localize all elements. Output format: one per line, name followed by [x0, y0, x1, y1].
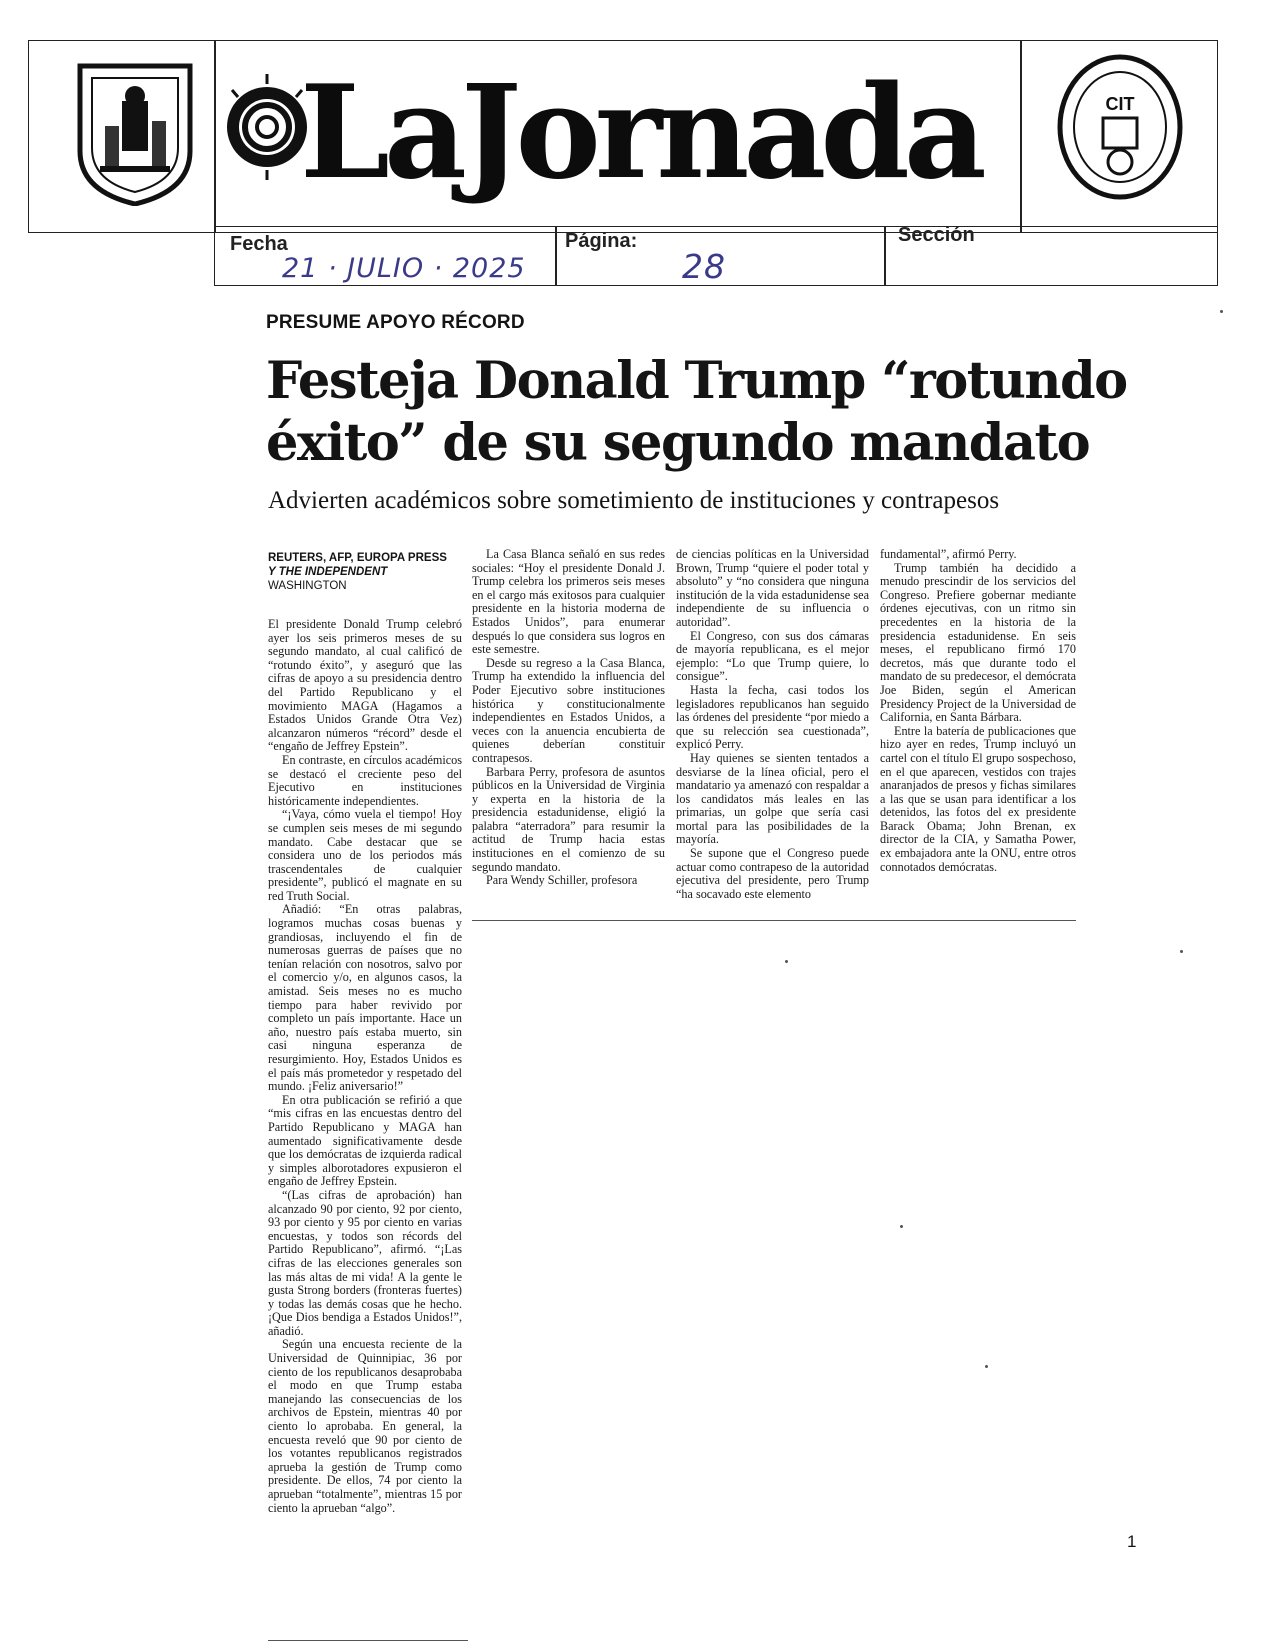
paragraph: de ciencias políticas en la Universidad Brown, Trump “quiere el poder total y absoluto” y “no considera que ninguna institución de la vida estadunidense sea independiente de su influencia o autoridad”. [676, 547, 869, 629]
paragraph: El presidente Donald Trump celebró ayer los seis primeros meses de su segundo mandato, al cual calificó de “rotundo éxito”, y aseguró que las cifras de apoyo a su presidencia dentro del Partido Republicano y el movimiento MAGA (Hagamos a Estados Unidos Grande Otra Vez) alcanzaron números “récord” desde el “engaño de Jeffrey Epstein”. [268, 617, 462, 754]
column-bottom-rule [472, 920, 1076, 921]
headline-line-2: éxito” de su segundo mandato [266, 413, 1090, 473]
article-column-4 [880, 548, 1076, 874]
jornada-sun-logo [222, 72, 312, 187]
seccion-label: Sección [898, 224, 975, 246]
paragraph: “¡Vaya, cómo vuela el tiempo! Hoy se cumplen seis meses de mi segundo mandato. Cabe destacar que se considera uno de los periodos más trascendentales de cualquier presidente”, publicó el magnate en su red Truth Social. [268, 807, 462, 903]
scan-speck [985, 1365, 988, 1368]
paragraph: Hay quienes se sienten tentados a desviarse de la línea oficial, pero el mandatario ya amenazó con respaldar a los candidatos más leales en las primarias, un golpe que sería casi mortal para las posibilidades de la mayoría. [676, 750, 869, 847]
cit-seal-logo [1055, 52, 1185, 207]
scan-speck [900, 1225, 903, 1228]
paragraph: “(Las cifras de aprobación) han alcanzado 90 por ciento, 92 por ciento, 93 por ciento y 95 por ciento en varias encuestas, y todos son récords del Partido Republicano”, afirmó. “¡Las cifras de las elecciones generales son las más altas de mi vida! A la gente le gusta Strong borders (fronteras fuertes) y todas las demás cosas que he hecho. ¡Que Dios bendiga a Estados Unidos!”, añadió. [268, 1187, 462, 1338]
paragraph: Desde su regreso a la Casa Blanca, Trump ha extendido la influencia del Poder Ejecutivo sobre instituciones histórica y constitucionalmente independientes en Estados Unidos, a veces con la anuencia encubierta de quienes deberían constituir contrapesos. [472, 655, 665, 765]
article-column-2 [472, 548, 665, 888]
byline-location: WASHINGTON [268, 580, 347, 592]
paragraph: fundamental”, afirmó Perry. [880, 547, 1017, 561]
paragraph: En otra publicación se refirió a que “mis cifras en las encuestas dentro del Partido Republicano y MAGA han aumentado significativamente desde que los demócratas de izquierda radical y simples alborotadores expusieron el engaño de Jeffrey Epstein. [268, 1092, 462, 1189]
headline-line-1: Festeja Donald Trump “rotundo [266, 351, 1127, 411]
page-number: 1 [1127, 1532, 1137, 1551]
header-divider-right [1020, 40, 1022, 233]
paragraph: Se supone que el Congreso puede actuar como contrapeso de la autoridad ejecutiva del presidente, pero Trump “ha socavado este elemento [676, 846, 869, 901]
paragraph: El Congreso, con sus dos cámaras de mayoría republicana, es el mejor ejemplo: “Lo que Trump quiere, lo consigue”. [676, 628, 869, 684]
paragraph: La Casa Blanca señaló en sus redes sociales: “Hoy el presidente Donald J. Trump celebra los primeros seis meses en el cargo más exitosos para cualquier presidente en la historia moderna de Estados Unidos”, para enumerar después lo que considera sus logros en este semestre. [472, 547, 665, 657]
subhead: Advierten académicos sobre sometimiento de instituciones y contrapesos [268, 487, 1000, 514]
article-kicker: PRESUME APOYO RÉCORD [266, 312, 525, 333]
info-divider-1 [555, 226, 557, 286]
paragraph: Trump también ha decidido a menudo prescindir de los servicios del Congreso. Prefiere gobernar mediante órdenes ejecutivas, con un ritmo sin precedentes en la historia de la presidencia estadunidense. En seis meses, el republicano firmó 170 decretos, más que durante todo el mandato de su predecesor, el demócrata Joe Biden, según el American Presidency Project de la Universidad de California, en Santa Bárbara. [880, 560, 1076, 725]
byline [268, 551, 447, 593]
paragraph: Añadió: “En otras palabras, logramos muchas cosas buenas y grandiosas, incluyendo el fin de numerosas guerras de países que no tenían relación con nosotros, salvo por el comercio y/o, en algunos casos, la amistad. Seis meses no es mucho tiempo para haber revivido por completo un país importante. Hace un año, nuestro país estaba muerto, sin casi ninguna esperanza de resurgimiento. Hoy, Estados Unidos es el país más prometedor y respetado del mundo. ¡Feliz aniversario!” [268, 902, 462, 1094]
article-column-1 [268, 618, 462, 1515]
pagina-value: 28 [682, 247, 726, 286]
byline-agencies: REUTERS, AFP, EUROPA PRESS [268, 552, 447, 564]
fecha-label: Fecha [230, 233, 288, 255]
article-column-3 [676, 548, 869, 901]
byline-agencies-2: Y THE INDEPENDENT [268, 566, 388, 578]
scan-speck [1180, 950, 1183, 953]
paragraph: Para Wendy Schiller, profesora [486, 873, 638, 888]
paragraph: Barbara Perry, profesora de asuntos públicos en la Universidad de Virginia y experta en la historia de la presidencia estadunidense, eligió la palabra “aterradora” para resumir la actitud de Trump hacia estas instituciones en el comienzo de su segundo mandato. [472, 764, 665, 874]
scan-speck [785, 960, 788, 963]
paragraph: Entre la batería de publicaciones que hizo ayer en redes, Trump incluyó un cartel con el título El grupo sospechoso, en el que aparecen, vestidos con trajes anaranjados de presos y fichas similares a las que se usan para identificar a los detenidos, las fotos del ex presidente Barack Obama; John Brenan, ex director de la CIA, y Samatha Power, ex embajadora ante la ONU, entre otros connotados demócratas. [880, 723, 1076, 874]
pagina-label: Página: [565, 230, 638, 252]
paragraph: En contraste, en círculos académicos se destacó el creciente peso del Ejecutivo en instituciones históricamente independientes. [268, 752, 462, 808]
masthead-title: LaJornada [300, 58, 981, 208]
fecha-value: 21 · JULIO · 2025 [282, 253, 526, 284]
paragraph: Según una encuesta reciente de la Universidad de Quinnipiac, 36 por ciento de los republicanos desaprobaba el modo en que Trump estaba manejando las consecuencias de los archivos de Epstein, mientras 40 por ciento lo aprobaba. En general, la encuesta reveló que 90 por ciento de los votantes republicanos registrados aprueba la gestión de Trump como presidente. De ellos, 74 por ciento la aprueban “totalmente”, mientras 15 por ciento la aprueban “algo”. [268, 1337, 462, 1515]
paragraph: Hasta la fecha, casi todos los legisladores republicanos han seguido las órdenes del presidente “por miedo a que su relección sea cuestionada”, explicó Perry. [676, 682, 869, 752]
union-seal-logo [70, 56, 200, 211]
scan-speck [1220, 310, 1223, 313]
column-1-bottom-rule [268, 1640, 468, 1641]
cit-seal-center: CIT [1105, 94, 1135, 114]
info-divider-2 [884, 226, 886, 286]
header-divider-left [214, 40, 216, 233]
